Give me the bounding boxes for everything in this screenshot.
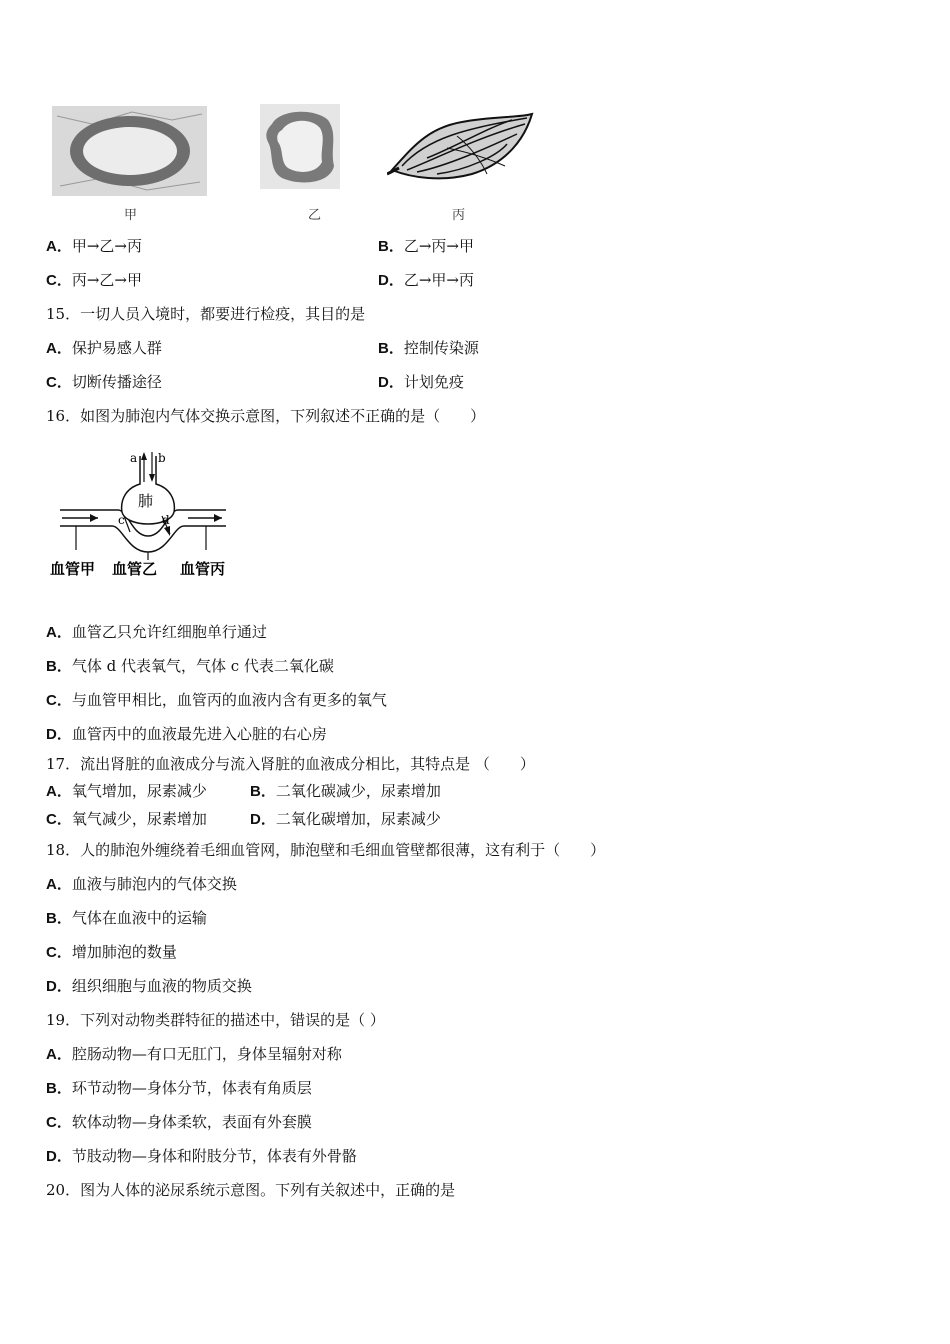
q19-option-b[interactable]: B．环节动物—身体分节，体表有角质层 — [46, 1079, 312, 1097]
q17-option-a[interactable]: A．氧气增加，尿素减少 — [46, 782, 207, 800]
q18-stem: 18．人的肺泡外缠绕着毛细血管网，肺泡壁和毛细血管壁都很薄，这有利于（ ） — [46, 841, 606, 859]
q16-option-b[interactable]: B．气体 d 代表氧气，气体 c 代表二氧化碳 — [46, 657, 334, 675]
q16-option-d[interactable]: D．血管丙中的血液最先进入心脏的右心房 — [46, 725, 327, 743]
q14-option-b[interactable]: B．乙→丙→甲 — [378, 237, 474, 255]
q14-option-c[interactable]: C．丙→乙→甲 — [46, 271, 142, 289]
label-vessel-jia: 血管甲 — [50, 560, 96, 578]
caption-yi: 乙 — [308, 208, 322, 223]
vessel-jia-image — [52, 106, 207, 196]
q18-option-d[interactable]: D．组织细胞与血液的物质交换 — [46, 977, 252, 995]
q16-option-a[interactable]: A．血管乙只允许红细胞单行通过 — [46, 623, 267, 641]
q17-option-b[interactable]: B．二氧化碳减少，尿素增加 — [250, 782, 441, 800]
caption-bing: 丙 — [452, 208, 466, 223]
q20-stem: 20．图为人体的泌尿系统示意图。下列有关叙述中，正确的是 — [46, 1181, 456, 1199]
label-b: b — [158, 451, 166, 465]
vessel-bing-image — [387, 108, 537, 188]
q19-option-c[interactable]: C．软体动物—身体柔软，表面有外套膜 — [46, 1113, 312, 1131]
q15-option-c[interactable]: C．切断传播途径 — [46, 373, 162, 391]
vessel-yi-image — [260, 104, 340, 189]
q15-option-b[interactable]: B．控制传染源 — [378, 339, 479, 357]
q18-option-c[interactable]: C．增加肺泡的数量 — [46, 943, 177, 961]
q16-stem: 16．如图为肺泡内气体交换示意图，下列叙述不正确的是（ ） — [46, 407, 486, 425]
q17-option-d[interactable]: D．二氧化碳增加，尿素减少 — [250, 810, 441, 828]
label-d: d — [162, 513, 170, 527]
label-a: a — [130, 451, 138, 465]
caption-jia: 甲 — [124, 208, 138, 223]
q17-stem: 17．流出肾脏的血液成分与流入肾脏的血液成分相比，其特点是 （ ） — [46, 755, 535, 773]
q16-option-c[interactable]: C．与血管甲相比，血管丙的血液内含有更多的氧气 — [46, 691, 387, 709]
label-c: c — [118, 513, 125, 527]
q15-stem: 15．一切人员入境时，都要进行检疫，其目的是 — [46, 305, 366, 323]
q15-option-a[interactable]: A．保护易感人群 — [46, 339, 162, 357]
q19-option-a[interactable]: A．腔肠动物—有口无肛门，身体呈辐射对称 — [46, 1045, 342, 1063]
q15-option-d[interactable]: D．计划免疫 — [378, 373, 464, 391]
q18-option-b[interactable]: B．气体在血液中的运输 — [46, 909, 207, 927]
q19-stem: 19．下列对动物类群特征的描述中，错误的是（ ） — [46, 1011, 385, 1029]
figure-vessels — [52, 100, 542, 225]
q19-option-d[interactable]: D．节肢动物—身体和附肢分节，体表有外骨骼 — [46, 1147, 357, 1165]
figure-alveolus — [46, 440, 246, 588]
label-vessel-yi: 血管乙 — [112, 560, 158, 578]
alveolus-diagram — [46, 440, 246, 588]
q17-option-c[interactable]: C．氧气减少，尿素增加 — [46, 810, 207, 828]
label-vessel-bing: 血管丙 — [180, 560, 226, 578]
q18-option-a[interactable]: A．血液与肺泡内的气体交换 — [46, 875, 237, 893]
q14-option-d[interactable]: D．乙→甲→丙 — [378, 271, 474, 289]
q14-option-a[interactable]: A．甲→乙→丙 — [46, 237, 142, 255]
label-lung: 肺 — [138, 492, 154, 510]
